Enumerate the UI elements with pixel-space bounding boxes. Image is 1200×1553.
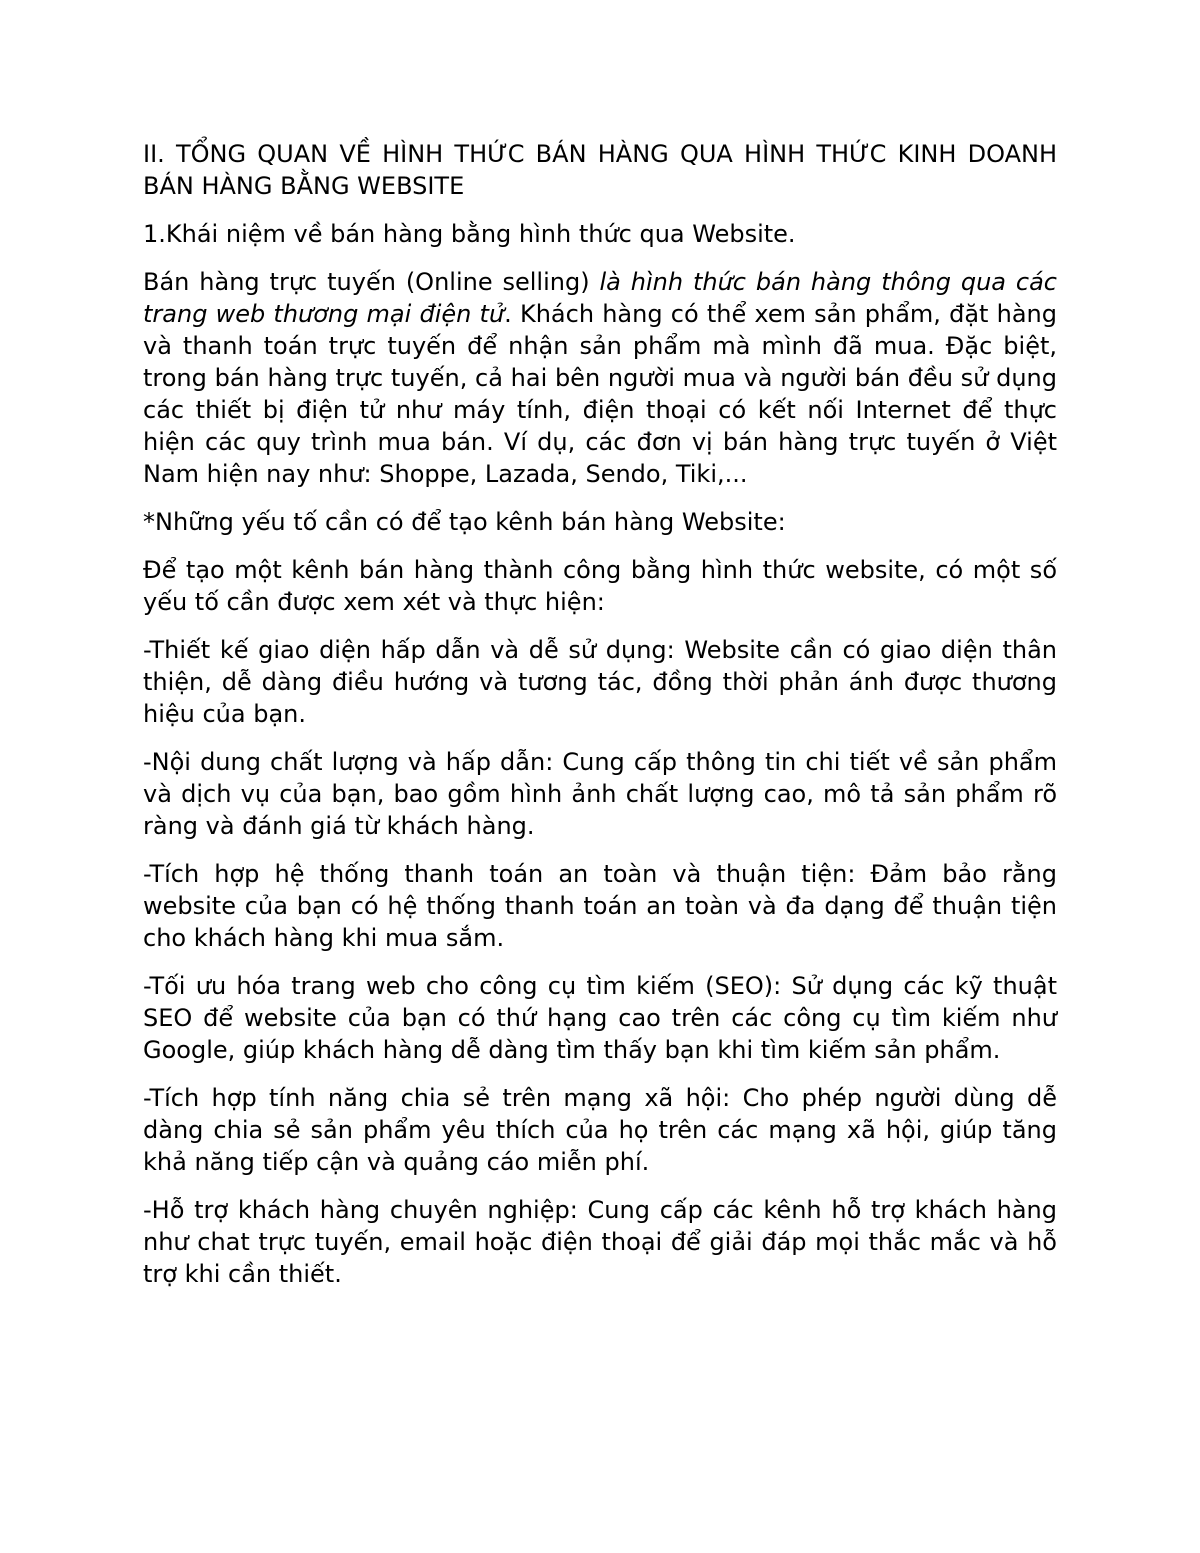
factor-item-support: -Hỗ trợ khách hàng chuyên nghiệp: Cung cấp các kênh hỗ trợ khách hàng như chat trực tuyến, email hoặc điện thoại để giải đáp mọi thắc mắc và hỗ trợ khi cần thiết. [143,1196,1057,1288]
subsection-heading: 1.Khái niệm về bán hàng bằng hình thức qua Website. [143,220,796,248]
factor-item-social: -Tích hợp tính năng chia sẻ trên mạng xã hội: Cho phép người dùng dễ dàng chia sẻ sản phẩm yêu thích của họ trên các mạng xã hội, giúp tăng khả năng tiếp cận và quảng cáo miễn phí. [143,1084,1057,1176]
factors-title: *Những yếu tố cần có để tạo kênh bán hàng Website: [143,508,786,536]
section-heading: II. TỔNG QUAN VỀ HÌNH THỨC BÁN HÀNG QUA HÌNH THỨC KINH DOANH BÁN HÀNG BẰNG WEBSITE [143,140,1057,200]
intro-definition: là hình thức bán hàng thông qua các trang web thương mại điện tử [143,268,1057,328]
intro-paragraph [143,266,1057,490]
factors-intro: Để tạo một kênh bán hàng thành công bằng hình thức website, có một số yếu tố cần được xem xét và thực hiện: [143,556,1057,616]
factor-item-design: -Thiết kế giao diện hấp dẫn và dễ sử dụng: Website cần có giao diện thân thiện, dễ dàng điều hướng và tương tác, đồng thời phản ánh được thương hiệu của bạn. [143,636,1057,728]
intro-rest: . Khách hàng có thể xem sản phẩm, đặt hàng và thanh toán trực tuyến để nhận sản phẩm mà mình đã mua. Đặc biệt, trong bán hàng trực tuyến, cả hai bên người mua và người bán đều sử dụng các thiết bị điện tử như máy tính, điện thoại có kết nối Internet để thực hiện các quy trình mua bán. Ví dụ, các đơn vị bán hàng trực tuyến ở Việt Nam hiện nay như: Shoppe, Lazada, Sendo, Tiki,... [143,300,1058,488]
document-page [143,138,1057,1306]
intro-lead: Bán hàng trực tuyến (Online selling) [143,268,600,296]
factor-item-seo: -Tối ưu hóa trang web cho công cụ tìm kiếm (SEO): Sử dụng các kỹ thuật SEO để website của bạn có thứ hạng cao trên các công cụ tìm kiếm như Google, giúp khách hàng dễ dàng tìm thấy bạn khi tìm kiếm sản phẩm. [143,972,1057,1064]
factor-item-payment: -Tích hợp hệ thống thanh toán an toàn và thuận tiện: Đảm bảo rằng website của bạn có hệ thống thanh toán an toàn và đa dạng để thuận tiện cho khách hàng khi mua sắm. [143,860,1057,952]
factor-item-content: -Nội dung chất lượng và hấp dẫn: Cung cấp thông tin chi tiết về sản phẩm và dịch vụ của bạn, bao gồm hình ảnh chất lượng cao, mô tả sản phẩm rõ ràng và đánh giá từ khách hàng. [143,748,1057,840]
